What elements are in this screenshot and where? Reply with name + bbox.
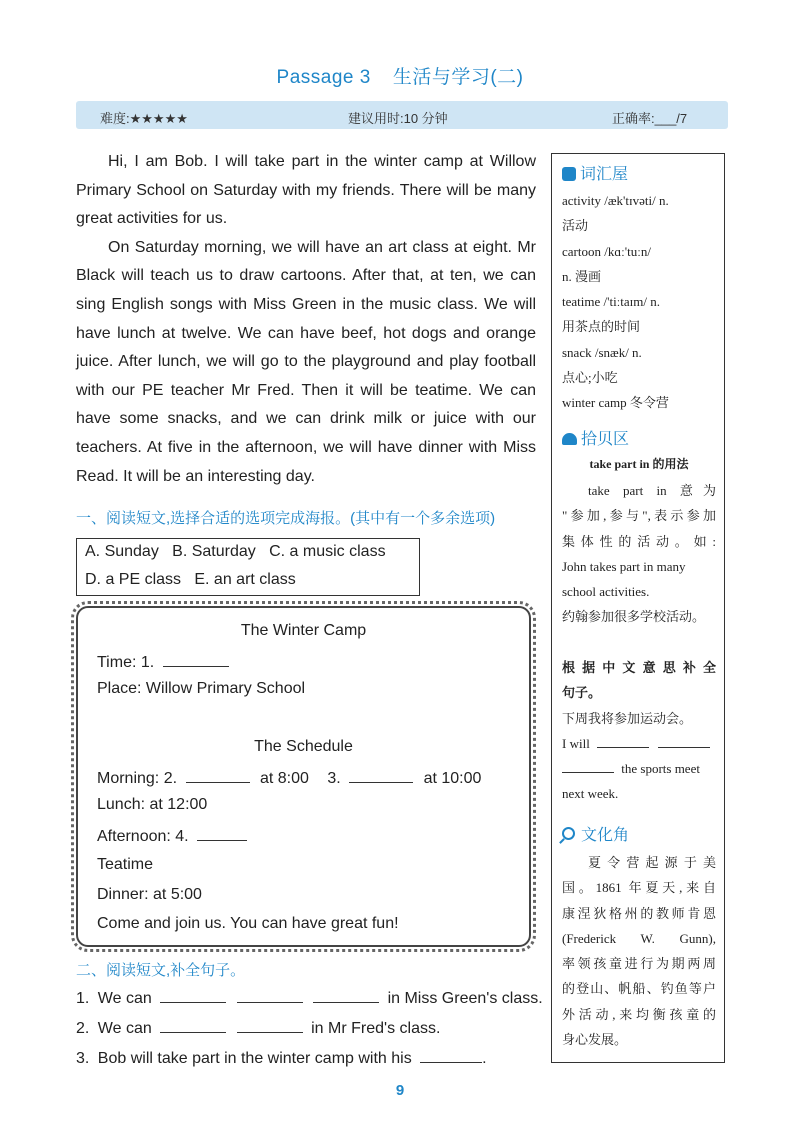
q1-number: 1. [76, 990, 90, 1007]
usage-line: John takes part in many [562, 558, 686, 574]
culture-line: (Frederick W. Gunn), [562, 930, 716, 946]
passage-paragraph: On Saturday morning, we will have an art class at eight. Mr Black will teach us to draw cartoons. After that, at ten, we can sing English songs with Miss Green in the music class. We will have lunch at twelve. We can have beef, hot dogs and orange juice. After lunch, we will go to the playground and play football with our PE teacher Mr Fred. Then it will be teatime. We can have some snacks, and we can drink milk or juice with our teachers. At five in the afternoon, we will have dinner with Miss Read. It will be an interesting day. [76, 238, 536, 485]
afternoon-label: Afternoon: 4. [97, 828, 189, 845]
poster-time-label: Time: 1. [97, 654, 155, 671]
question-2 [76, 1018, 440, 1038]
poster-teatime: Teatime [97, 856, 154, 873]
page-number: 9 [395, 1082, 405, 1099]
exercise-text-a: I will [562, 735, 590, 751]
culture-line: 的登山、帆船、钓鱼等户 [562, 981, 716, 997]
usage-line: 集体性的活动。如: [562, 533, 716, 549]
answer-blank-2[interactable] [186, 768, 250, 783]
accuracy-rate: 正确率:___/7 [612, 111, 688, 126]
q2-text-b: in Mr Fred's class. [311, 1020, 441, 1037]
q1-text-a: We can [97, 990, 152, 1007]
vocab-title: 词汇屋 [580, 166, 629, 183]
morning-time-8: at 8:00 [259, 770, 309, 787]
vocab-line: 活动 [562, 218, 589, 234]
schedule-title: The Schedule [254, 738, 353, 755]
poster-place: Place: Willow Primary School [97, 680, 306, 697]
q2-text-a: We can [97, 1020, 152, 1037]
passage-topic: 生活与学习(二) [392, 67, 524, 88]
vocab-list [562, 188, 716, 416]
q1-blank-2[interactable] [237, 988, 303, 1003]
q2-blank-1[interactable] [160, 1018, 226, 1033]
culture-line: 外活动,来均衡孩童的 [562, 1006, 716, 1022]
usage-text [562, 478, 716, 630]
passage-paragraph: Hi, I am Bob. I will take part in the winter camp at Willow Primary School on Saturday with my friends. There will be many great activities for us. [76, 153, 536, 228]
poster-closing: Come and join us. You can have great fun! [97, 915, 399, 932]
shell-title: 拾贝区 [581, 431, 630, 448]
culture-line: 身心发展。 [562, 1032, 628, 1048]
poster-lunch: Lunch: at 12:00 [97, 796, 208, 813]
answer-blank-4[interactable] [197, 826, 247, 841]
vocab-line: cartoon /kɑː'tuːn/ [562, 243, 651, 259]
usage-line: "参加,参与",表示参加 [562, 508, 716, 524]
exercise-line: next week. [562, 786, 619, 802]
reading-passage [76, 148, 536, 491]
poster-time [97, 652, 229, 672]
q1-blank-1[interactable] [160, 988, 226, 1003]
morning-label: Morning: 2. [97, 770, 178, 787]
culture-line: 国。1861 年夏天,来自 [562, 880, 716, 896]
culture-line: 康涅狄格州的教师肯恩 [562, 905, 716, 921]
magnifier-icon [562, 827, 575, 840]
culture-title: 文化角 [581, 827, 630, 844]
options-row-2: D. a PE class E. an art class [85, 571, 296, 588]
options-box [76, 538, 420, 596]
exercise-blank-1[interactable] [597, 735, 649, 748]
q2-number: 2. [76, 1020, 90, 1037]
q3-label: 3. [327, 770, 341, 787]
vocab-line: 点心;小吃 [562, 370, 618, 386]
q1-text-b: in Miss Green's class. [387, 990, 543, 1007]
page-title [0, 62, 800, 89]
usage-line: 约翰参加很多学校活动。 [562, 609, 706, 625]
culture-text [562, 850, 716, 1052]
answer-blank-3[interactable] [349, 768, 413, 783]
usage-title: take part in 的用法 [589, 457, 689, 471]
shell-heading [562, 426, 629, 449]
q3-number: 3. [76, 1050, 90, 1067]
vocab-line: winter camp 冬令营 [562, 395, 669, 411]
answer-blank-1[interactable] [163, 652, 229, 667]
suggested-time: 建议用时:10 分钟 [348, 111, 448, 126]
exercise-box [562, 655, 716, 807]
options-row-1: A. Sunday B. Saturday C. a music class [85, 543, 386, 560]
vocab-line: 用茶点的时间 [562, 319, 641, 335]
exercise-line-blanks [562, 731, 716, 756]
winter-camp-poster [76, 606, 531, 947]
poster-morning [97, 768, 481, 788]
usage-line: school activities. [562, 584, 650, 600]
exercise-line: 句子。 [562, 685, 602, 701]
exercise-blank-3[interactable] [562, 760, 614, 773]
q2-blank-2[interactable] [237, 1018, 303, 1033]
q1-blank-3[interactable] [313, 988, 379, 1003]
culture-line: 夏令营起源于美 [588, 855, 716, 870]
vocab-line: snack /snæk/ n. [562, 344, 642, 360]
passage-label: Passage 3 [276, 67, 371, 88]
question-3 [76, 1048, 487, 1068]
exercise-line-blanks-2 [562, 756, 716, 781]
vocab-line: activity /æk'tɪvəti/ n. [562, 193, 669, 208]
section1-instruction: 一、阅读短文,选择合适的选项完成海报。(其中有一个多余选项) [76, 510, 496, 527]
book-icon [562, 167, 576, 181]
poster-afternoon [97, 826, 247, 846]
poster-title: The Winter Camp [240, 622, 367, 639]
exercise-text-b: the sports meet [621, 761, 700, 777]
vocab-heading [562, 161, 628, 184]
sidebar-notes [551, 153, 725, 1063]
difficulty-rating: 难度:★★★★★ [100, 111, 188, 126]
q3-blank[interactable] [420, 1048, 482, 1063]
poster-dinner: Dinner: at 5:00 [97, 886, 202, 903]
vocab-line: teatime /'tiːtaɪm/ n. [562, 294, 661, 310]
culture-line: 率领孩童进行为期两周 [562, 956, 716, 972]
exercise-line: 下周我将参加运动会。 [562, 710, 693, 726]
shell-icon [562, 433, 577, 445]
vocab-line: n. 漫画 [562, 268, 602, 284]
exercise-blank-2[interactable] [658, 735, 710, 748]
culture-heading [562, 822, 629, 845]
info-bar [76, 101, 728, 129]
q3-text-b: . [482, 1050, 487, 1067]
q3-text-a: Bob will take part in the winter camp with his [97, 1050, 412, 1067]
question-1 [76, 988, 543, 1008]
morning-time-10: at 10:00 [423, 770, 482, 787]
usage-line: take part in 意为 [588, 483, 716, 498]
section2-instruction: 二、阅读短文,补全句子。 [76, 962, 246, 979]
exercise-line: 根据中文意思补全 [562, 660, 716, 675]
